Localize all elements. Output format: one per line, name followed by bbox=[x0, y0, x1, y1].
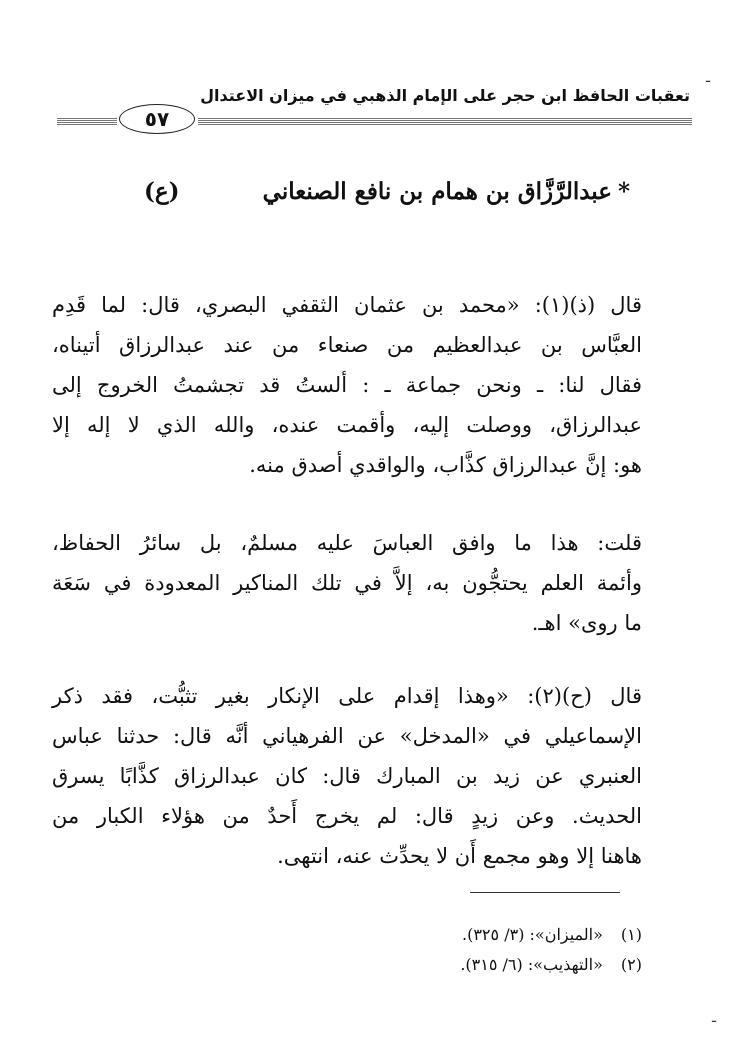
star-marker: * bbox=[617, 178, 630, 205]
footnote-text: «التهذيب»: (٦/ ٣١٥). bbox=[460, 955, 603, 974]
margin-mark-top: ـ bbox=[706, 70, 711, 86]
text-line: العبَّاس بن عبدالعظيم من صنعاء من عند عبدالرزاق أتيناه، bbox=[52, 333, 642, 357]
paragraph-comment bbox=[52, 523, 642, 643]
text-line: هو: إنَّ عبدالرزاق كذَّاب، والواقدي أصدق منه. bbox=[249, 453, 642, 477]
text-line: فقال لنا: ـ ونحن جماعة ـ : ألستُ قد تجشمتُ الخروج إلى bbox=[52, 373, 642, 397]
footnote bbox=[330, 950, 642, 980]
entry-heading bbox=[140, 178, 630, 205]
footnotes bbox=[330, 920, 642, 980]
text-line: ما روى» اهـ. bbox=[531, 611, 642, 635]
text-line: العنبري عن زيد بن المبارك قال: كان عبدالرزاق كذَّابًا يسرق bbox=[52, 764, 642, 788]
footnote bbox=[330, 920, 642, 950]
entry-name: عبدالرَّزَّاق بن همام بن نافع الصنعاني bbox=[262, 178, 612, 205]
page-number: ٥٧ bbox=[119, 104, 195, 134]
footnote-number: (١) bbox=[620, 925, 642, 944]
text-line: قلت: هذا ما وافق العباسَ عليه مسلمٌ، بل سائرُ الحفاظ، bbox=[52, 531, 642, 555]
header-rule-left bbox=[57, 118, 117, 125]
text-line: الإسماعيلي في «المدخل» عن الفرهياني أنَّه قال: حدثنا عباس bbox=[52, 724, 642, 748]
text-line: عبدالرزاق، ووصلت إليه، وأقمت عنده، والله الذي لا إله إلا bbox=[52, 413, 642, 437]
text-line: قال (ذ)(١): «محمد بن عثمان الثقفي البصري، قال: لما قَدِم bbox=[52, 293, 642, 317]
footnote-text: «الميزان»: (٣/ ٣٢٥). bbox=[462, 925, 603, 944]
header-rule-right bbox=[198, 118, 692, 125]
footnote-number: (٢) bbox=[620, 955, 642, 974]
margin-mark-bottom: ـ bbox=[712, 1010, 717, 1026]
text-line: قال (ح)(٢): «وهذا إقدام على الإنكار بغير تثبُّت، فقد ذكر bbox=[52, 684, 642, 708]
footnote-separator bbox=[470, 892, 620, 893]
paragraph-dhahabi-quote bbox=[52, 285, 642, 485]
text-line: هاهنا إلا وهو مجمع أَن لا يحدِّث عنه، انتهى. bbox=[277, 844, 642, 868]
text-line: وأئمة العلم يحتجُّون به، إلاَّ في تلك المناكير المعدودة في سَعَة bbox=[52, 571, 642, 595]
text-line: الحديث. وعن زيدٍ قال: لم يخرج أَحدٌ من هؤلاء الكبار من bbox=[52, 804, 642, 828]
running-title: تعقبات الحافظ ابن حجر على الإمام الذهبي في ميزان الاعتدال bbox=[200, 86, 690, 105]
paragraph-ibn-hajar-quote bbox=[52, 676, 642, 876]
entry-sigil: (ع) bbox=[144, 178, 180, 205]
